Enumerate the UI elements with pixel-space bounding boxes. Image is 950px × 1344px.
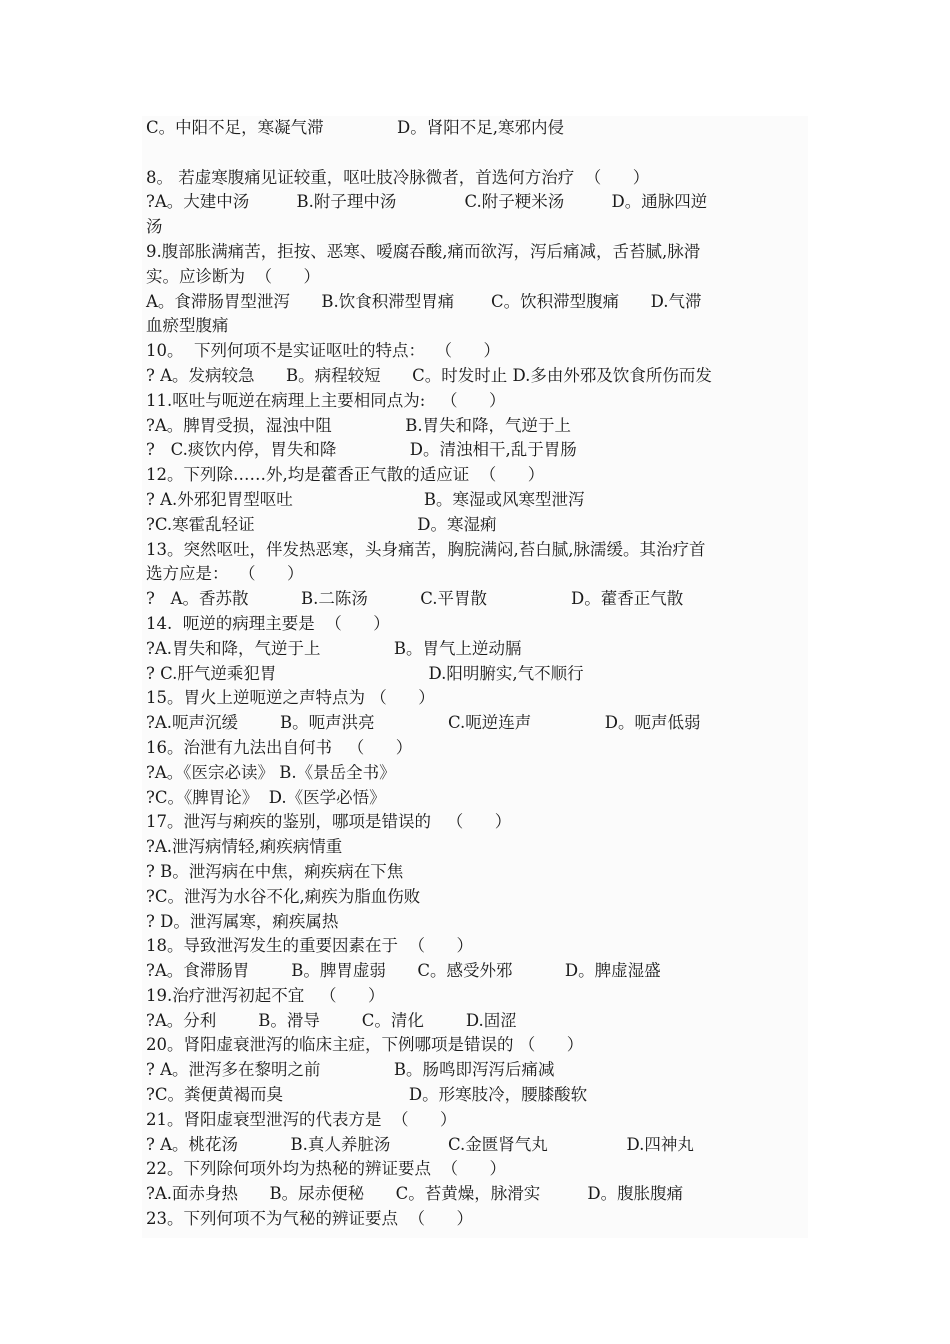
question-15-options: ?A.呃声沉缓 B。呃声洪亮 C.呃逆连声 D。呃声低弱 [146, 713, 701, 733]
question-14: 14. 呃逆的病理主要是 （ ） [146, 613, 390, 633]
question-9-cont: 实。应诊断为 （ ） [146, 266, 320, 286]
question-17-option-a: ?A.泄泻病情轻,痢疾病情重 [146, 837, 343, 857]
question-10: 10。 下列何项不是实证呕吐的特点： （ ） [146, 341, 500, 361]
question-23: 23。下列何项不为气秘的辨证要点 （ ） [146, 1209, 473, 1229]
question-18-options: ?A。食滞肠胃 B。脾胃虚弱 C。感受外邪 D。脾虚湿盛 [146, 961, 661, 981]
question-14-options-cd: ? C.肝气逆乘犯胃 D.阳明腑实,气不顺行 [146, 663, 584, 683]
question-19-options: ?A。分利 B。滑导 C。清化 D.固涩 [146, 1010, 517, 1030]
question-8-options-cont: 汤 [146, 217, 163, 237]
blank-line [146, 141, 808, 166]
document-body [146, 116, 808, 1232]
question-13: 13。突然呕吐，伴发热恶寒，头身痛苦，胸脘满闷,苔白腻,脉濡缓。其治疗首 [146, 539, 706, 559]
question-9-options-cont: 血瘀型腹痛 [146, 316, 229, 336]
question-13-options: ? A。香苏散 B.二陈汤 C.平胃散 D。藿香正气散 [146, 589, 684, 609]
question-11-options-ab: ?A。脾胃受损，湿浊中阻 B.胃失和降，气逆于上 [146, 415, 572, 435]
question-16-options-cd: ?C。《脾胃论》 D.《医学必悟》 [146, 787, 386, 807]
question-11-options-cd: ? C.痰饮内停，胃失和降 D。清浊相干,乱于胃肠 [146, 440, 577, 460]
question-15: 15。胃火上逆呃逆之声特点为 （ ） [146, 688, 435, 708]
question-13-cont: 选方应是： （ ） [146, 564, 304, 584]
question-8-options: ?A。大建中汤 B.附子理中汤 C.附子粳米汤 D。通脉四逆 [146, 192, 708, 212]
question-10-options: ? A。发病较急 B。病程较短 C。时发时止 D.多由外邪及饮食所伤而发 [146, 365, 712, 385]
question-17-option-d: ? D。泄泻属寒，痢疾属热 [146, 911, 339, 931]
question-20-options-ab: ? A。泄泻多在黎明之前 B。肠鸣即泻泻后痛减 [146, 1060, 555, 1080]
question-19: 19.治疗泄泻初起不宜 （ ） [146, 985, 385, 1005]
question-9: 9.腹部胀满痛苦，拒按、恶寒、嗳腐吞酸,痛而欲泻，泻后痛减，舌苔腻,脉滑 [146, 241, 701, 261]
question-12-options-cd: ?C.寒霍乱轻证 D。寒湿痢 [146, 514, 497, 534]
question-22-options: ?A.面赤身热 B。尿赤便秘 C。苔黄燥，脉滑实 D。腹胀腹痛 [146, 1184, 684, 1204]
question-9-options: A。食滞肠胃型泄泻 B.饮食积滞型胃痛 C。饮积滞型腹痛 D.气滞 [146, 291, 702, 311]
question-16: 16。治泄有九法出自何书 （ ） [146, 737, 413, 757]
question-21: 21。肾阳虚衰型泄泻的代表方是 （ ） [146, 1109, 457, 1129]
question-21-options: ? A。桃花汤 B.真人养脏汤 C.金匮肾气丸 D.四神丸 [146, 1134, 694, 1154]
question-18: 18。导致泄泻发生的重要因素在于 （ ） [146, 936, 473, 956]
question-8: 8。 若虚寒腹痛见证较重，呕吐肢冷脉微者，首选何方治疗 （ ） [146, 167, 650, 187]
answer-options-line: C。中阳不足，寒凝气滞 D。肾阳不足,寒邪内侵 [146, 118, 565, 137]
question-20-options-cd: ?C。粪便黄褐而臭 D。形寒肢冷，腰膝酸软 [146, 1085, 588, 1105]
question-22: 22。下列除何项外均为热秘的辨证要点 （ ） [146, 1159, 506, 1179]
question-20: 20。肾阳虚衰泄泻的临床主症，下例哪项是错误的 （ ） [146, 1035, 584, 1055]
question-14-options-ab: ?A.胃失和降，气逆于上 B。胃气上逆动膈 [146, 638, 522, 658]
question-12-options-ab: ? A.外邪犯胃型呕吐 B。寒湿或风寒型泄泻 [146, 489, 585, 509]
question-17-option-c: ?C。泄泻为水谷不化,痢疾为脂血伤败 [146, 886, 421, 906]
question-16-options-ab: ?A。《医宗必读》 B.《景岳全书》 [146, 762, 396, 782]
question-12: 12。下列除……外,均是藿香正气散的适应证 （ ） [146, 465, 545, 485]
question-17: 17。泄泻与痢疾的鉴别，哪项是错误的 （ ） [146, 812, 512, 832]
question-17-option-b: ? B。泄泻病在中焦，痢疾病在下焦 [146, 861, 404, 881]
question-11: 11.呕吐与呃逆在病理上主要相同点为: （ ） [146, 390, 506, 410]
